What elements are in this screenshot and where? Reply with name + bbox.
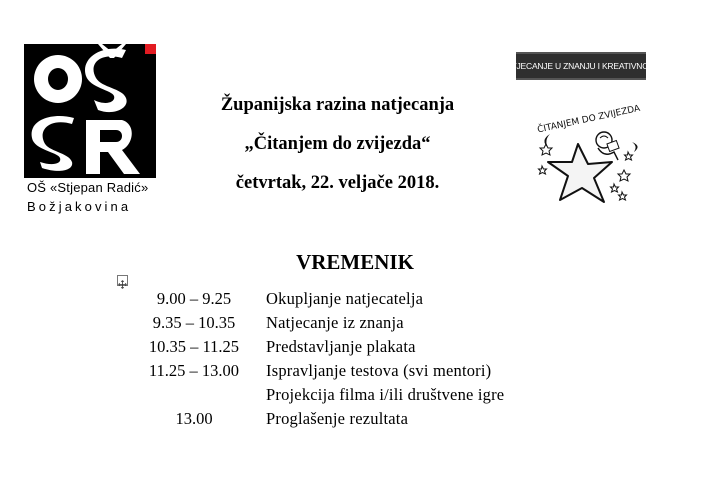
time-cell: 13.00 xyxy=(175,409,213,428)
time-cell: 9.00 – 9.25 xyxy=(156,289,232,308)
table-move-handle[interactable] xyxy=(117,275,128,286)
activity-cell: Predstavljanje plakata xyxy=(266,337,416,356)
time-cell: 9.35 – 10.35 xyxy=(152,313,236,332)
school-logo-mark xyxy=(24,44,156,178)
activity-cell: Okupljanje natjecatelja xyxy=(266,289,424,308)
star-logo-text: ČITANJEM DO ZVIJEZDA xyxy=(536,103,642,136)
school-name: OŠ «Stjepan Radić» xyxy=(27,180,149,195)
table-row xyxy=(130,407,570,431)
competition-level: Županijska razina natjecanja xyxy=(220,95,455,115)
activity-cell: Proglašenje rezultata xyxy=(266,409,409,428)
schedule-table xyxy=(130,287,570,431)
table-row xyxy=(130,311,570,335)
table-row xyxy=(130,383,570,407)
competition-name: „Čitanjem do zvijezda“ xyxy=(244,134,431,154)
school-logo xyxy=(24,44,160,216)
activity-cell: Ispravljanje testova (svi mentori) xyxy=(266,361,492,380)
event-date: četvrtak, 22. veljače 2018. xyxy=(235,173,440,193)
schedule-title: VREMENIK xyxy=(296,250,414,274)
activity-cell: Projekcija filma i/ili društvene igre xyxy=(266,385,505,404)
time-cell: 10.35 – 11.25 xyxy=(148,337,240,356)
star-logo xyxy=(528,100,644,212)
event-header xyxy=(170,86,505,203)
time-cell: 11.25 – 13.00 xyxy=(148,361,240,380)
school-place: Božjakovina xyxy=(27,199,132,214)
table-row xyxy=(130,287,570,311)
move-arrows-icon xyxy=(118,280,127,289)
table-row xyxy=(130,335,570,359)
activity-cell: Natjecanje iz znanja xyxy=(266,313,404,332)
table-row xyxy=(130,359,570,383)
star-logo-graphic xyxy=(528,100,644,212)
competition-badge: NATJECANJE U ZNANJU I KREATIVNOSTI xyxy=(516,52,646,80)
